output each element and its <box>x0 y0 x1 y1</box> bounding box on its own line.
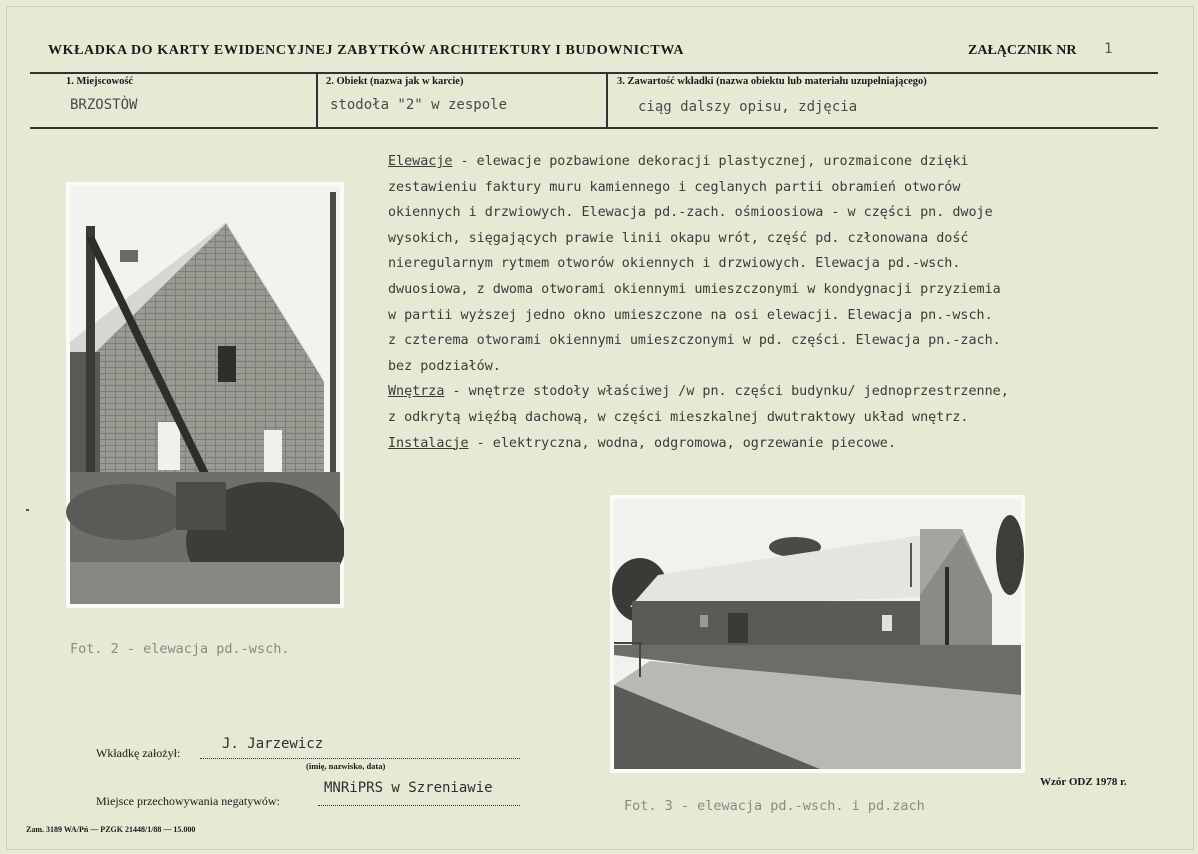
negatives-label: Miejsce przechowywania negatywów: <box>96 794 280 808</box>
print-info: Zam. 3189 WA/Pń — PZGK 21448/1/88 — 15.000 <box>26 825 196 834</box>
author-dotline <box>200 758 520 759</box>
description-line: nieregularnym rytmem otworów okiennych i drzwiowych. Elewacja pd.-wsch. <box>388 256 961 272</box>
description-line: dwuosiowa, z dwoma otworami okiennymi umieszczonymi w kondygnacji przyziemia <box>388 281 1001 297</box>
photo-3-caption: Fot. 3 - elewacja pd.-wsch. i pd.zach <box>624 798 925 814</box>
description-line: z czterema otworami okiennymi umieszczonymi w pd. części. Elewacja pn.-zach. <box>388 333 1001 349</box>
field-divider-2 <box>606 74 608 129</box>
elevations-heading: Elewacje <box>388 154 453 169</box>
description-line: z odkrytą więźbą dachową, w części mieszkalnej dwutraktowy układ wnętrz. <box>388 409 969 425</box>
author-label: Wkładkę założył: <box>96 746 181 760</box>
photo-3-image <box>610 495 1025 773</box>
negatives-value: MNRiPRS w Szreniawie <box>324 780 493 796</box>
header-rule-top <box>30 72 1158 74</box>
negatives-dotline <box>318 805 520 806</box>
photo-2 <box>66 182 344 608</box>
description-line: - elektryczna, wodna, odgromowa, ogrzewanie piecowe. <box>468 435 896 451</box>
interior-heading: Wnętrza <box>388 384 445 400</box>
attachment-number: 1 <box>1104 41 1113 57</box>
description-line: w partii wyższej jedno okno umieszczone na osi elewacji. Elewacja pn.-wsch. <box>388 307 993 323</box>
description-line: okiennych i drzwiowych. Elewacja pd.-zach. ośmioosiowa - w części pn. dwoje <box>388 205 993 221</box>
author-hint: (imię, nazwisko, data) <box>306 761 386 771</box>
content-value: ciąg dalszy opisu, zdjęcia <box>638 99 858 115</box>
description-line: bez podziałów. <box>388 358 501 374</box>
field-divider-1 <box>316 74 318 129</box>
pattern-label: Wzór ODZ 1978 r. <box>1040 776 1127 788</box>
description-line: - elewacje pozbawione dekoracji plastycznej, urozmaicone dzięki <box>452 154 969 169</box>
content-label: 3. Zawartość wkładki (nazwa obiektu lub materiału uzupełniającego) <box>617 76 927 87</box>
description-line: zestawieniu faktury muru kamiennego i ceglanych partii obramień otworów <box>388 179 961 195</box>
punch-mark <box>26 509 29 511</box>
object-label: 2. Obiekt (nazwa jak w karcie) <box>326 76 464 87</box>
photo-2-caption: Fot. 2 - elewacja pd.-wsch. <box>70 641 290 657</box>
photo-3 <box>610 495 1025 773</box>
document-title: WKŁADKA DO KARTY EWIDENCYJNEJ ZABYTKÓW ARCHITEKTURY I BUDOWNICTWA <box>48 43 685 58</box>
object-value: stodoła "2" w zespole <box>330 97 508 113</box>
attachment-label: ZAŁĄCZNIK NR <box>968 43 1077 58</box>
header-rule-bottom <box>30 127 1158 129</box>
installations-heading: Instalacje <box>388 435 469 451</box>
author-value: J. Jarzewicz <box>222 736 324 752</box>
description-line: wysokich, sięgających prawie linii okapu wrót, część pd. członowana dość <box>388 230 969 246</box>
photo-2-image <box>66 182 344 608</box>
description-text <box>388 149 1188 456</box>
description-line: - wnętrze stodoły właściwej /w pn. części budynku/ jednoprzestrzenne, <box>444 384 1009 400</box>
locality-label: 1. Miejscowość <box>66 76 134 87</box>
locality-value: BRZOSTÒW <box>70 97 138 113</box>
